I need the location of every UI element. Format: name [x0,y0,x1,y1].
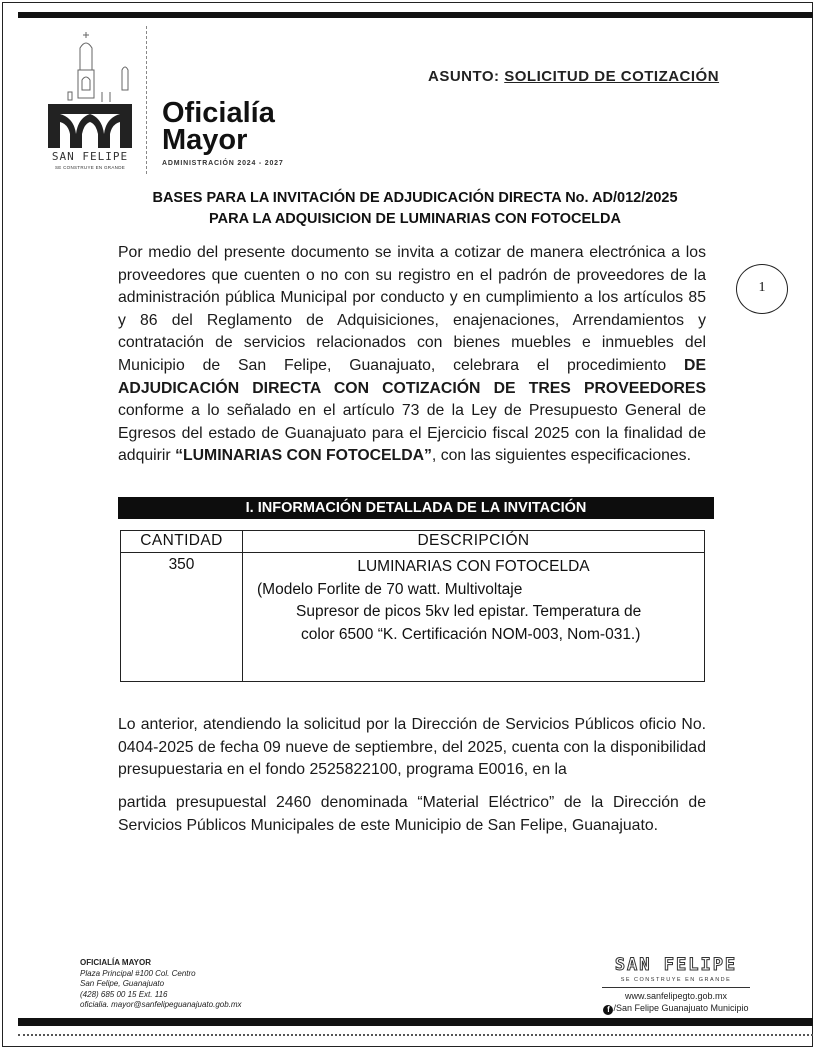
footer-facebook [596,1003,756,1015]
footer-brand [596,955,756,1015]
item-description-line3: color 6500 “K. Certificación NOM-003, Nom-031.) [301,625,641,643]
intro-bold-procedure: DE ADJUDICACIÓN DIRECTA CON COTIZACIÓN DE TRES PROVEEDORES [118,356,706,397]
top-rule [18,12,813,18]
footer-address-line2: San Felipe, Guanajuato [80,979,165,988]
footer-facebook-label: /San Felipe Guanajuato Municipio [613,1003,749,1013]
footer-address-line1: Plaza Principal #100 Col. Centro [80,968,196,978]
item-quantity: 350 [121,553,243,682]
section-heading: I. INFORMACIÓN DETALLADA DE LA INVITACIÓN [118,497,714,519]
footer-website: www.sanfelipegto.gob.mx [624,991,728,1001]
bottom-rule [18,1018,813,1026]
footer-email: oficialia. mayor@sanfelipeguanajuato.gob.mx [80,1000,242,1009]
subject-label: ASUNTO: [428,68,500,85]
logo-name: SAN FELIPE [51,150,129,163]
item-description-line1: (Modelo Forlite de 70 watt. Multivoltaje [257,580,523,598]
budget-item-paragraph: partida presupuestal 2460 denominada “Material Eléctrico” de la Dirección de Servicios Públicos Municipales de este Municipio de San Felipe, Guanajuato. [118,794,706,834]
footer-brand-tagline: SE CONSTRUYE EN GRANDE [620,977,732,983]
specifications-table [120,530,705,682]
budget-paragraph: Lo anterior, atendiendo la solicitud por la Dirección de Servicios Públicos oficio No. 0404-2025 de fecha 09 nueve de septiembre, del 2025, cuenta con la disponibilidad presupuestaria en el fondo 2525822100, programa E0016, en la [118,716,706,779]
footer-office: OFICIALÍA MAYOR [80,958,151,967]
office-title-line2: Mayor [162,124,248,156]
header-divider [146,26,147,174]
facebook-icon: f [603,1005,613,1015]
document-title-line2: PARA LA ADQUISICION DE LUMINARIAS CON FOTOCELDA [209,211,621,227]
administration-label: ADMINISTRACIÓN 2024 - 2027 [162,160,284,167]
footer-divider [602,987,750,988]
table-row [121,553,705,682]
intro-text-1: Por medio del presente documento se invita a cotizar de manera electrónica a los proveedores que cuenten o no con su registro en el padrón de proveedores de la administración pública Municipal por conducto y en cumplimiento a los artículos 85 y 86 del Reglamento de Adquisiciones, enajenaciones, Arrendamientos y contratación de servicios relacionados con bienes muebles e inmuebles del Municipio de San Felipe, Guanajuato, celebrara el procedimiento [118,244,706,374]
intro-paragraph [118,242,706,468]
item-description-title: LUMINARIAS CON FOTOCELDA [357,558,590,575]
intro-text-2: conforme a lo señalado en el artículo 73 de la Ley de Presupuesto General de Egresos del estado de Guanajuato para el Ejercicio fiscal 2025 con la finalidad de adquirir [118,402,706,465]
subject-value: SOLICITUD DE COTIZACIÓN [504,68,720,85]
office-title-line1: Oficialía [162,97,275,129]
column-header-quantity: CANTIDAD [121,531,243,553]
subject-line [428,68,719,85]
logo-tagline: SE CONSTRUYE EN GRANDE [54,165,126,170]
column-header-description: DESCRIPCIÓN [243,531,705,553]
item-description [243,553,705,682]
footer-contact [80,958,242,1011]
municipal-logo [42,30,138,178]
footer-phone: (428) 685 00 15 Ext. 116 [80,989,168,999]
page-number-badge: 1 [736,264,788,314]
office-title [162,97,275,156]
bottom-dotted-rule [18,1034,813,1036]
intro-text-3: , con las siguientes especificaciones. [431,447,691,465]
footer-brand-name: SAN FELIPE [614,955,738,975]
intro-bold-item: “LUMINARIAS CON FOTOCELDA” [175,447,432,465]
table-header-row [121,531,705,553]
item-description-line2: Supresor de picos 5kv led epistar. Temperatura de [296,603,642,620]
parish-church-icon [42,30,138,154]
document-title-line1: BASES PARA LA INVITACIÓN DE ADJUDICACIÓN DIRECTA No. AD/012/2025 [152,190,678,206]
